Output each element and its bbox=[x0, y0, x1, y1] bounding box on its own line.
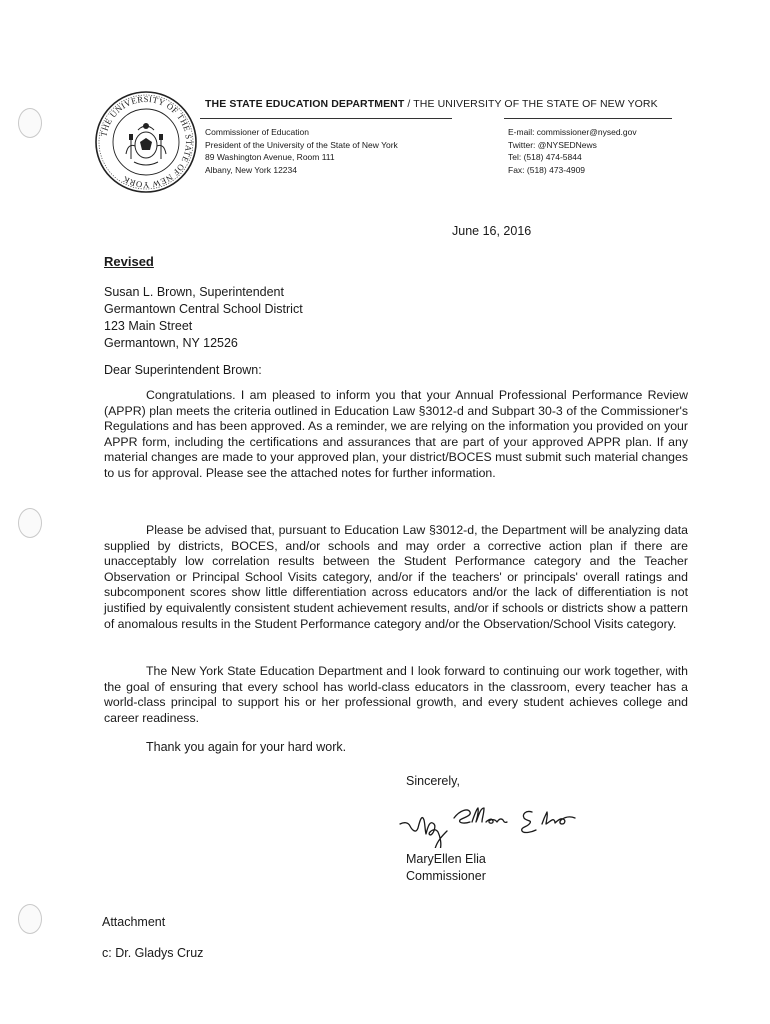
contact-tel: Tel: (518) 474-5844 bbox=[508, 152, 582, 162]
letterhead-office-block bbox=[205, 126, 398, 176]
handwritten-signature bbox=[396, 800, 626, 848]
thanks-line: Thank you again for your hard work. bbox=[146, 740, 347, 754]
letterhead-department: THE STATE EDUCATION DEPARTMENT bbox=[205, 98, 405, 110]
recipient-city: Germantown, NY 12526 bbox=[104, 336, 238, 350]
body-paragraph-analysis: Please be advised that, pursuant to Education Law §3012-d, the Department will be analyzing data supplied by districts, BOCES, and/or schools and may order a corrective action plan if there are unacceptably low correlation results between the Student Performance category and the Teacher Observation or Principal School Visits category, and/or if the teachers' or principals' overall ratings and subcomponent scores show little differentiation across educators and/or the lack of differentiation is not justified by equivalently consistent student achievement results, and/or if schools or districts show a pattern of anomalous results in the Student Performance category and/or the Observation/School Visits category. bbox=[104, 523, 688, 631]
recipient-district: Germantown Central School District bbox=[104, 302, 303, 316]
signer-title: Commissioner bbox=[406, 869, 486, 883]
letterhead-separator: / bbox=[404, 98, 414, 110]
office-city: Albany, New York 12234 bbox=[205, 164, 297, 175]
letter-date: June 16, 2016 bbox=[452, 224, 532, 238]
letterhead-university: THE UNIVERSITY OF THE STATE OF NEW YORK bbox=[413, 98, 658, 110]
state-seal-logo bbox=[94, 90, 198, 194]
punch-hole-middle bbox=[18, 508, 42, 538]
attachment-note: Attachment bbox=[102, 915, 166, 929]
letterhead-rule-left bbox=[200, 118, 452, 119]
letterhead-title bbox=[205, 98, 658, 110]
carbon-copy-line: c: Dr. Gladys Cruz bbox=[102, 946, 204, 960]
contact-email: E-mail: commissioner@nysed.gov bbox=[508, 127, 637, 137]
punch-hole-top bbox=[18, 108, 42, 138]
contact-fax: Fax: (518) 473-4909 bbox=[508, 164, 586, 175]
recipient-address bbox=[104, 284, 303, 352]
closing: Sincerely, bbox=[406, 774, 460, 788]
recipient-name: Susan L. Brown, Superintendent bbox=[104, 285, 284, 299]
office-title: Commissioner of Education bbox=[205, 127, 309, 137]
contact-twitter: Twitter: @NYSEDNews bbox=[508, 139, 597, 150]
letterhead-rule-right bbox=[504, 118, 672, 119]
recipient-street: 123 Main Street bbox=[104, 319, 193, 333]
office-street: 89 Washington Avenue, Room 111 bbox=[205, 152, 335, 162]
body-paragraph-approval: Congratulations. I am pleased to inform you that your Annual Professional Performance Review (APPR) plan meets the criteria outlined in Education Law §3012-d and Subpart 30-3 of the Commissioner's Regulations and has been approved. As a reminder, we are relying on the information you provided on your APPR form, including the certifications and assurances that are part of your approved APPR plan. If any material changes are made to your approved plan, your district/BOCES must submit such material changes to us for approval. Please see the attached notes for further information. bbox=[104, 388, 688, 480]
letterhead-contact-block bbox=[508, 126, 637, 176]
signer-block bbox=[406, 851, 486, 885]
seal-lettering: THE UNIVERSITY OF THE STATE OF NEW YORK bbox=[98, 93, 195, 191]
body-paragraph-goals: The New York State Education Department and I look forward to continuing our work together, with the goal of ensuring that every school has world-class educators in the classroom, every teacher has a world-class principal to support his or her professional growth, and every student achieves college and career readiness. bbox=[104, 664, 688, 725]
signer-name: MaryEllen Elia bbox=[406, 852, 486, 866]
revised-label: Revised bbox=[104, 254, 154, 269]
punch-hole-bottom bbox=[18, 904, 42, 934]
salutation: Dear Superintendent Brown: bbox=[104, 363, 262, 377]
office-subtitle: President of the University of the State of New York bbox=[205, 139, 398, 150]
